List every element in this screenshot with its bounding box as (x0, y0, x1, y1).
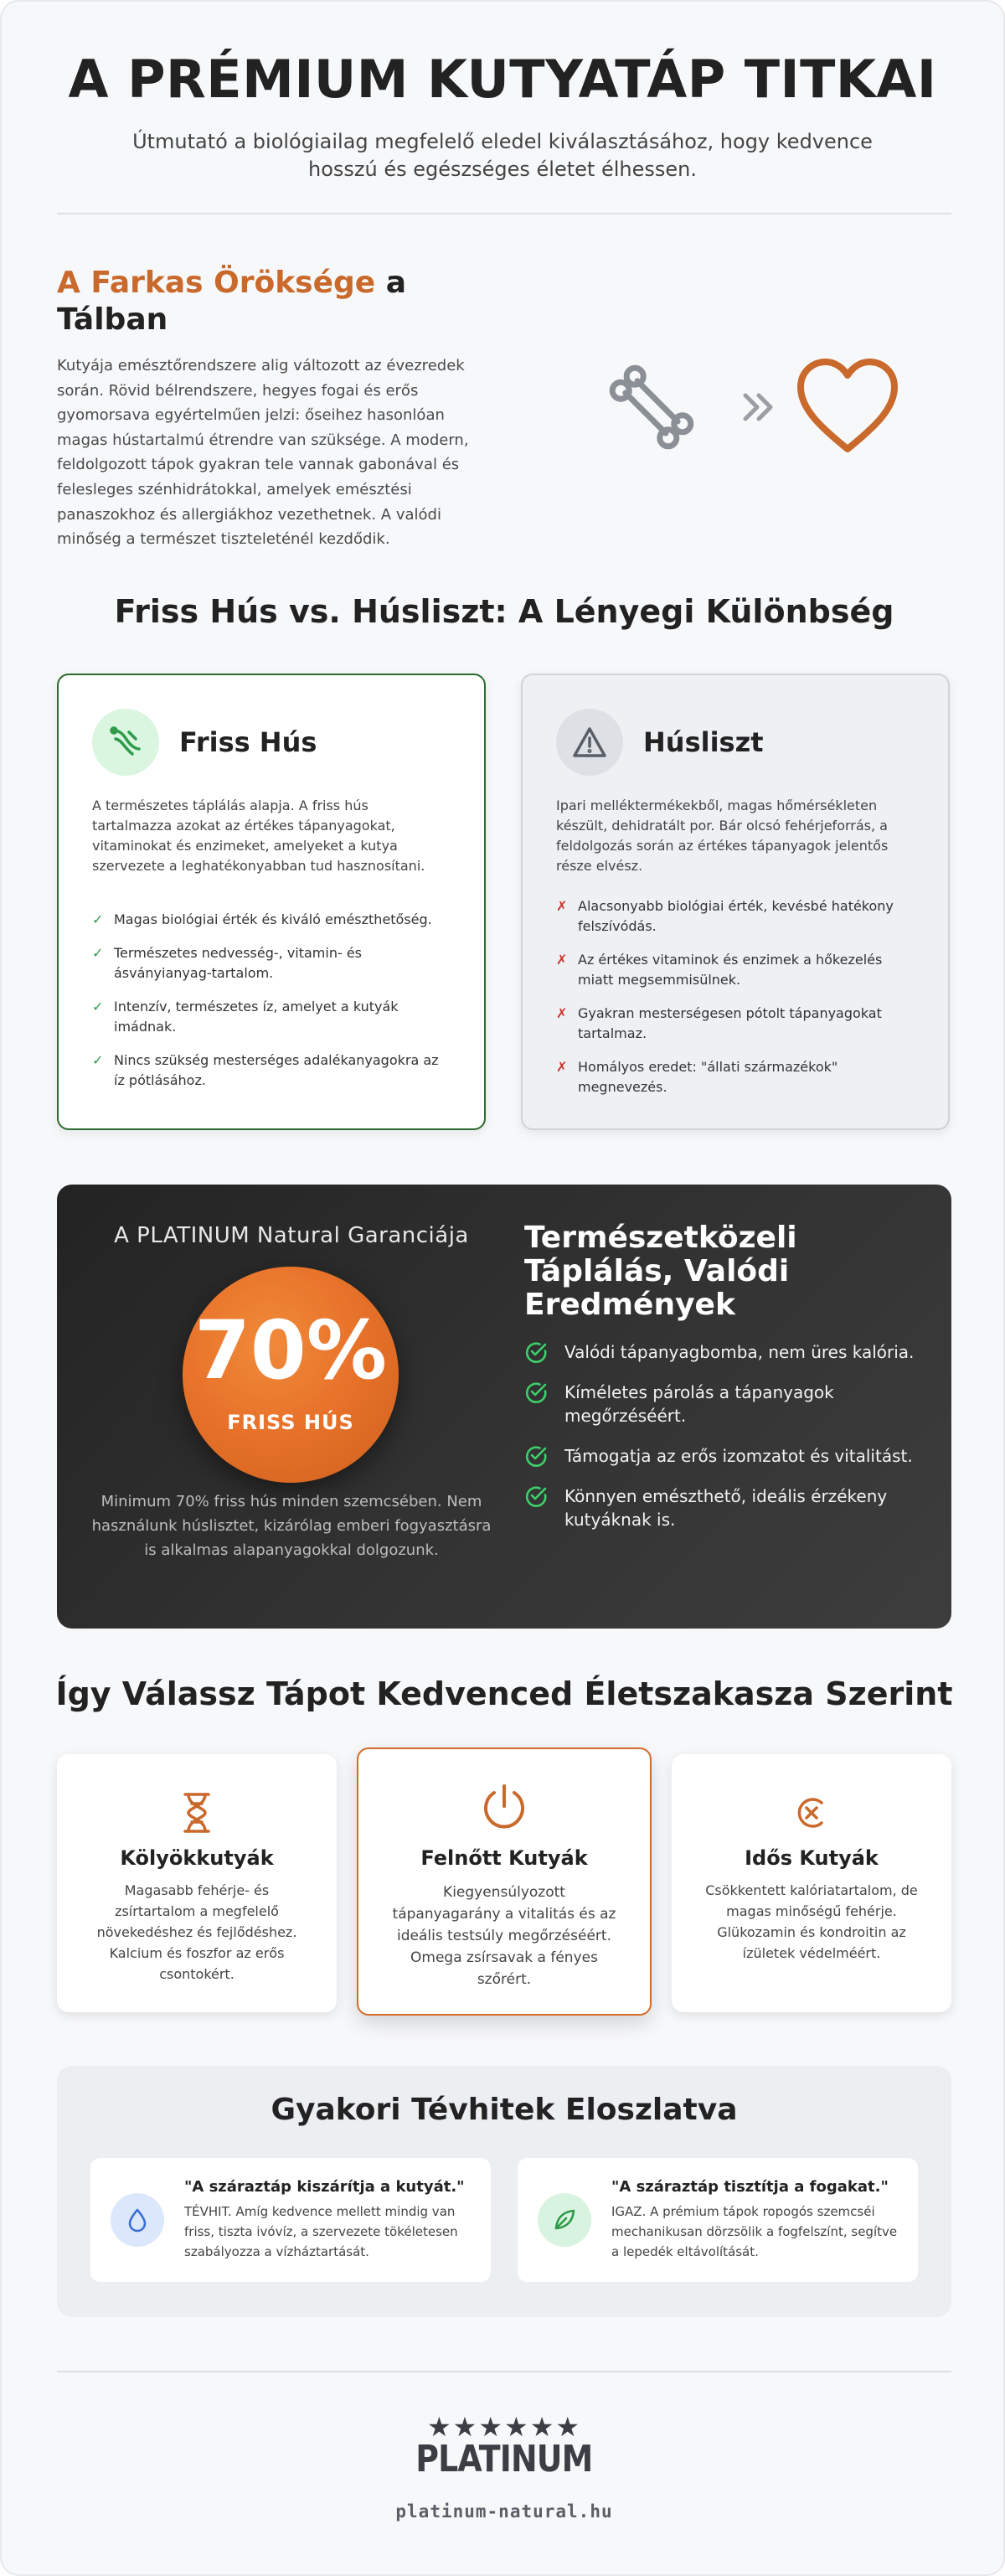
list-item (524, 1484, 918, 1531)
meat-drumstick-icon (92, 709, 159, 776)
guarantee-point-text: Valódi tápanyagbomba, nem üres kalória. (564, 1342, 915, 1362)
guarantee-point-text: Könnyen emészthető, ideális érzékeny kutyáknak is. (564, 1486, 888, 1530)
list-item (556, 1057, 908, 1097)
hourglass-dna-icon (170, 1786, 224, 1840)
benefit-text: Intenzív, természetes íz, amelyet a kutyák imádnak. (114, 999, 399, 1035)
guarantee-point-text: Kíméletes párolás a tápanyagok megőrzéséért. (564, 1382, 834, 1426)
leaf-icon (538, 2193, 591, 2247)
guarantee-right-column (524, 1221, 918, 1548)
heritage-section (57, 265, 951, 550)
lifestage-card-title: Felnőtt Kutyák (420, 1846, 588, 1870)
myth-title: "A száraztáp tisztítja a fogakat." (611, 2178, 889, 2196)
heritage-title-rest: a Tálban (57, 266, 407, 337)
heritage-body: Kutyája emésztőrendszere alig változott az évezredek során. Rövid bélrendszere, hegyes fogai és erős gyomorsava egyértelműen jelzi: őseihez hasonlóan magas hústartalmú étrendre van szüksége. A modern, feldolgozott tápok gyakran tele vannak gabonával és felesleges szénhidrátokkal, amelyek emésztési panaszokhoz és allergiákhoz vezethetnek. A valódi minőség a természet tiszteleténél kezdődik. (57, 357, 469, 549)
list-item (524, 1381, 918, 1427)
double-chevron-right-icon (745, 395, 770, 419)
guarantee-right-title: Természetközeli Táplálás, Valódi Eredmények (524, 1221, 797, 1322)
lifestage-card-description: Kiegyensúlyozott tápanyagarány a vitalitás és az ideális testsúly megőrzéséért. Omega zsírsavak a fényes szőrért. (392, 1884, 616, 1988)
lifestage-card-description: Magasabb fehérje- és zsírtartalom a megfelelő növekedéshez és fejlődéshez. Kalcium és foszfor az erős csontokért. (96, 1882, 297, 1982)
fresh-meat-percent: 70% (194, 1303, 387, 1397)
list-item (524, 1444, 918, 1468)
guarantee-left-column (57, 1185, 526, 1629)
meat-meal-card-description: Ipari melléktermékekből, magas hőmérsékleten készült, dehidratált por. Bár olcsó fehérjeforrás, a feldolgozás során az értékes tápanyagok jelentős része elvész. (556, 798, 889, 874)
lifestage-title: Így Válassz Tápot Kedvenced Életszakasza Szerint (55, 1675, 953, 1712)
cross-mark-icon: ✗ (556, 952, 568, 968)
check-mark-icon: ✓ (92, 945, 104, 961)
list-item (92, 910, 444, 930)
warning-triangle-icon (556, 709, 623, 776)
heritage-title (57, 265, 509, 338)
check-mark-icon: ✓ (92, 1052, 104, 1068)
meat-meal-card-header (556, 709, 764, 776)
lifestage-card-title: Idős Kutyák (745, 1846, 879, 1870)
water-drop-icon (111, 2193, 164, 2247)
benefit-text: Nincs szükség mesterséges adalékanyagokra az íz pótlásához. (114, 1052, 439, 1088)
myth-card-dry-food-dehydrates (90, 2158, 491, 2282)
check-mark-icon: ✓ (92, 999, 104, 1014)
drawback-text: Az értékes vitaminok és enzimek a hőkezelés miatt megsemmisülnek. (578, 952, 883, 988)
benefit-text: Magas biológiai érték és kiváló emészthetőség. (114, 911, 432, 927)
page-title: A PRÉMIUM KUTYATÁP TITKAI (68, 49, 937, 110)
heart-icon (801, 362, 894, 449)
drawback-text: Alacsonyabb biológiai érték, kevésbé hatékony felszívódás. (578, 898, 894, 934)
meat-meal-card (521, 674, 950, 1130)
guarantee-title: A PLATINUM Natural Garanciája (114, 1223, 469, 1248)
myths-title: Gyakori Tévhitek Eloszlatva (271, 2093, 738, 2127)
comparison-title: Friss Hús vs. Húsliszt: A Lényegi Különbség (114, 593, 894, 630)
lifestage-card-title: Kölyökkutyák (120, 1846, 274, 1870)
list-item (92, 943, 444, 983)
fresh-meat-card-title: Friss Hús (179, 726, 317, 758)
lifestage-card-description: Csökkentett kalóriatartalom, de magas minőségű fehérje. Glükozamin és kondroitin az ízületek védelméért. (705, 1882, 918, 1961)
check-circle-icon (524, 1340, 548, 1364)
bone-icon (609, 364, 694, 450)
logo-brand: PLATINUM (415, 2438, 593, 2480)
page-subtitle: Útmutató a biológiailag megfelelő eledel kiválasztásához, hogy kedvence hosszú és egészséges életet élhessen. (132, 130, 873, 181)
myth-title: "A száraztáp kiszárítja a kutyát." (184, 2178, 465, 2196)
list-item (556, 896, 908, 937)
lifestage-card-adult[interactable] (357, 1747, 652, 2016)
list-item (92, 1051, 444, 1091)
footer-divider (57, 2371, 951, 2372)
check-mark-icon: ✓ (92, 911, 104, 927)
heritage-icon-row (593, 357, 928, 457)
drawback-text: Homályos eredet: "állati származékok" megnevezés. (578, 1059, 838, 1095)
website-link[interactable]: platinum-natural.hu (395, 2501, 613, 2522)
myth-text: IGAZ. A prémium tápok ropogós szemcséi mechanikusan dörzsölik a fogfelszínt, segítve a lepedék eltávolítását. (611, 2204, 898, 2259)
lifestage-card-senior[interactable] (672, 1754, 951, 2012)
guarantee-point-list (524, 1340, 918, 1531)
benefit-text: Természetes nedvesség-, vitamin- és ásványianyag-tartalom. (114, 945, 363, 981)
list-item (92, 997, 444, 1037)
myth-text: TÉVHIT. Amíg kedvence mellett mindig van friss, tiszta ivóvíz, a szervezete tökéletesen szabályozza a vízháztartását. (184, 2204, 458, 2259)
myth-card-dry-food-cleans-teeth (518, 2158, 918, 2282)
fresh-meat-percent-badge (183, 1267, 399, 1483)
myths-section (57, 2066, 951, 2317)
lifestage-card-puppy[interactable] (57, 1754, 337, 2012)
guarantee-point-text: Támogatja az erős izomzatot és vitalitást. (564, 1446, 913, 1466)
drawback-text: Gyakran mesterségesen pótolt tápanyagokat tartalmaz. (578, 1005, 882, 1041)
power-icon (477, 1781, 531, 1835)
list-item (524, 1340, 918, 1364)
cross-mark-icon: ✗ (556, 1005, 568, 1021)
check-circle-icon (524, 1444, 548, 1468)
fresh-meat-card-header (92, 709, 317, 776)
cross-mark-icon: ✗ (556, 1059, 568, 1075)
fresh-meat-card (57, 674, 486, 1130)
check-circle-icon (524, 1381, 548, 1404)
heritage-title-accent: A Farkas Öröksége (57, 266, 376, 300)
fresh-meat-badge-label: FRISS HÚS (227, 1411, 354, 1434)
meat-meal-drawback-list (556, 896, 908, 1111)
top-divider (57, 213, 951, 214)
fresh-meat-card-description: A természetes táplálás alapja. A friss hús tartalmazza azokat az értékes tápanyagokat, vitaminokat és enzimeket, amelyeket a kutya szervezete a leghatékonyabban tud hasznosítani. (92, 798, 425, 874)
meat-meal-card-title: Húsliszt (643, 726, 764, 758)
circle-x-icon (785, 1786, 838, 1840)
guarantee-description: Minimum 70% friss hús minden szemcsében. Nem használunk húslisztet, kizárólag emberi fogyasztásra is alkalmas alapanyagokkal dolgozunk. (91, 1493, 492, 1559)
platinum-logo (2, 2411, 1005, 2480)
list-item (556, 950, 908, 990)
guarantee-section (57, 1185, 951, 1629)
cross-mark-icon: ✗ (556, 898, 568, 914)
logo-stars: ★★★★★★ (426, 2411, 582, 2443)
page-header (2, 2, 1003, 183)
fresh-meat-benefit-list (92, 910, 444, 1104)
list-item (556, 1004, 908, 1044)
check-circle-icon (524, 1484, 548, 1508)
